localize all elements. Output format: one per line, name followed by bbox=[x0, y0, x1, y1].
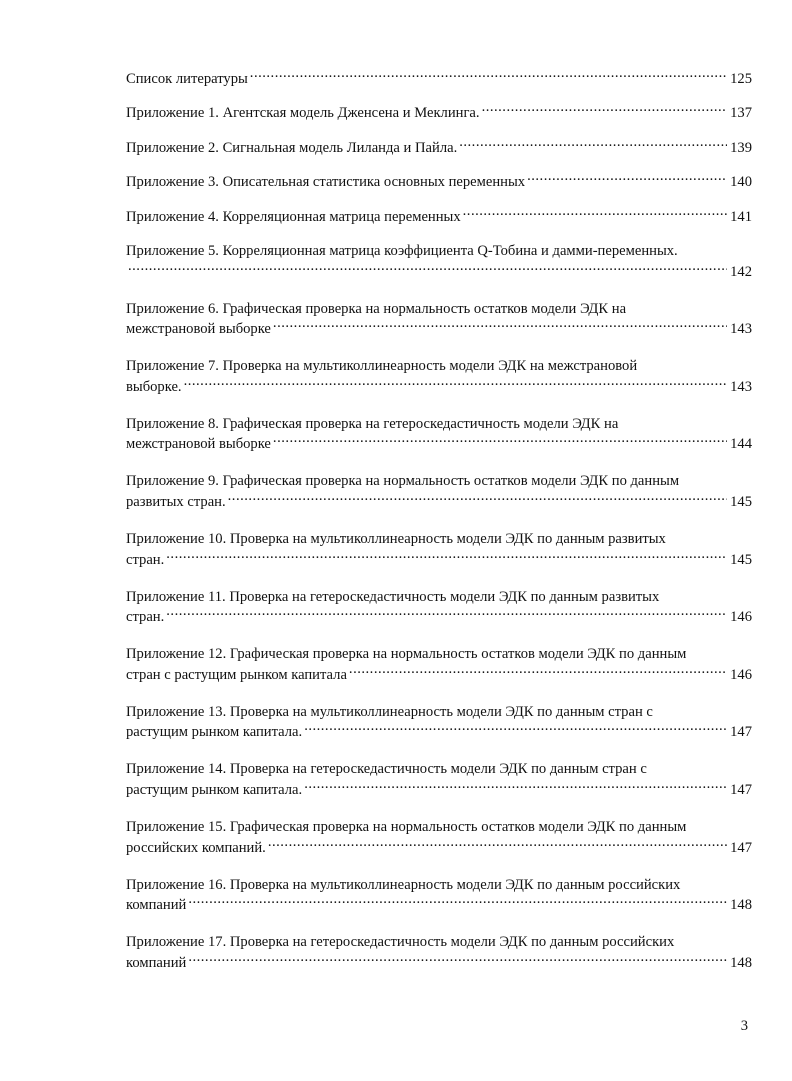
toc-entry-page-number: 148 bbox=[730, 954, 752, 971]
toc-entry-title-line: Приложение 3. Описательная статистика основных переменных bbox=[126, 174, 526, 191]
toc-entry-title-line: Приложение 4. Корреляционная матрица переменных bbox=[126, 208, 461, 225]
toc-entry-leader-line bbox=[126, 261, 752, 282]
toc-entry-page-number: 142 bbox=[730, 263, 752, 280]
toc-entry-title-line: Приложение 17. Проверка на гетероскедастичность модели ЭДК по данным российских bbox=[126, 934, 675, 951]
toc-entry-title-line: российских компаний. bbox=[126, 839, 266, 856]
toc-entry-title-line: Приложение 10. Проверка на мультиколлинеарность модели ЭДК по данным развитых bbox=[126, 530, 666, 547]
dot-leader bbox=[188, 952, 727, 967]
toc-entry-title-line: Приложение 9. Графическая проверка на нормальность остатков модели ЭДК по данным bbox=[126, 473, 680, 490]
toc-entry[interactable] bbox=[126, 68, 752, 89]
page-number: 3 bbox=[740, 1018, 748, 1034]
toc-entry[interactable] bbox=[126, 356, 752, 397]
toc-entry-leader-line bbox=[126, 137, 752, 158]
toc-entry-leader-line bbox=[126, 952, 752, 973]
toc-entry-title-line: растущим рынком капитала. bbox=[126, 781, 303, 798]
toc-entry-title-line: стран. bbox=[126, 551, 165, 568]
toc-entry-title-line: Приложение 6. Графическая проверка на нормальность остатков модели ЭДК на bbox=[126, 300, 627, 317]
toc-entry-page-number: 145 bbox=[730, 551, 752, 568]
toc-entry[interactable] bbox=[126, 587, 752, 628]
toc-entry-title-line: стран с растущим рынком капитала bbox=[126, 666, 347, 683]
dot-leader bbox=[184, 376, 728, 391]
dot-leader bbox=[250, 68, 727, 83]
toc-entry[interactable] bbox=[126, 817, 752, 858]
toc-entry-page-number: 147 bbox=[730, 781, 752, 798]
toc-entry-title-line: стран. bbox=[126, 609, 165, 626]
dot-leader bbox=[349, 664, 727, 679]
toc-entry-page-number: 137 bbox=[730, 105, 752, 122]
toc-entry-leader-line bbox=[126, 895, 752, 916]
toc-entry-title-line: Приложение 7. Проверка на мультиколлинеарность модели ЭДК на межстрановой bbox=[126, 358, 638, 375]
toc-entry[interactable] bbox=[126, 702, 752, 743]
toc-entry-leader-line bbox=[126, 376, 752, 397]
table-of-contents bbox=[126, 68, 752, 990]
toc-entry[interactable] bbox=[126, 206, 752, 227]
toc-entry-title-line: межстрановой выборке bbox=[126, 436, 271, 453]
toc-entry-leader-line bbox=[126, 722, 752, 743]
toc-entry-title-line: Приложение 5. Корреляционная матрица коэффициента Q-Тобина и дамми-переменных. bbox=[126, 242, 678, 259]
dot-leader bbox=[273, 319, 727, 334]
toc-entry[interactable] bbox=[126, 932, 752, 973]
toc-entry-page-number: 147 bbox=[730, 839, 752, 856]
toc-entry-title-line: развитых стран. bbox=[126, 493, 226, 510]
toc-entry-title-line: Приложение 16. Проверка на мультиколлинеарность модели ЭДК по данным российских bbox=[126, 876, 681, 893]
toc-entry-leader-line bbox=[126, 103, 752, 124]
dot-leader bbox=[459, 137, 727, 152]
toc-entry-leader-line bbox=[126, 607, 752, 628]
toc-entry-leader-line bbox=[126, 549, 752, 570]
toc-entry-page-number: 144 bbox=[730, 436, 752, 453]
toc-entry-leader-line bbox=[126, 664, 752, 685]
toc-entry-leader-line bbox=[126, 68, 752, 89]
toc-entry-page-number: 146 bbox=[730, 609, 752, 626]
toc-entry[interactable] bbox=[126, 414, 752, 455]
toc-entry-page-number: 148 bbox=[730, 897, 752, 914]
toc-entry[interactable] bbox=[126, 759, 752, 800]
toc-entry-title-line: Приложение 13. Проверка на мультиколлинеарность модели ЭДК по данным стран с bbox=[126, 703, 653, 720]
toc-entry-leader-line bbox=[126, 206, 752, 227]
toc-entry-page-number: 140 bbox=[730, 174, 752, 191]
toc-entry[interactable] bbox=[126, 529, 752, 570]
dot-leader bbox=[166, 607, 727, 622]
dot-leader bbox=[482, 103, 728, 118]
toc-entry[interactable] bbox=[126, 172, 752, 193]
toc-entry-title-line: Приложение 15. Графическая проверка на нормальность остатков модели ЭДК по данным bbox=[126, 818, 687, 835]
dot-leader bbox=[268, 837, 727, 852]
dot-leader bbox=[273, 434, 727, 449]
toc-entry-title-line: межстрановой выборке bbox=[126, 321, 271, 338]
toc-entry-page-number: 139 bbox=[730, 139, 752, 156]
toc-entry[interactable] bbox=[126, 137, 752, 158]
toc-entry[interactable] bbox=[126, 644, 752, 685]
toc-entry-title-line: Список литературы bbox=[126, 70, 248, 87]
toc-entry[interactable] bbox=[126, 299, 752, 340]
toc-entry-title-line: Приложение 8. Графическая проверка на гетероскедастичность модели ЭДК на bbox=[126, 415, 619, 432]
toc-entry-page-number: 147 bbox=[730, 724, 752, 741]
dot-leader bbox=[527, 172, 727, 187]
toc-entry[interactable] bbox=[126, 471, 752, 512]
toc-entry-leader-line bbox=[126, 779, 752, 800]
toc-entry-title-line: Приложение 14. Проверка на гетероскедастичность модели ЭДК по данным стран с bbox=[126, 761, 647, 778]
toc-entry-title-line: Приложение 11. Проверка на гетероскедастичность модели ЭДК по данным развитых bbox=[126, 588, 660, 605]
toc-entry-leader-line bbox=[126, 319, 752, 340]
toc-entry-title-line: Приложение 2. Сигнальная модель Лиланда и Пайла. bbox=[126, 139, 458, 156]
toc-entry-page-number: 141 bbox=[730, 208, 752, 225]
toc-entry-leader-line bbox=[126, 172, 752, 193]
toc-entry-page-number: 125 bbox=[730, 70, 752, 87]
toc-entry-leader-line bbox=[126, 491, 752, 512]
toc-entry-page-number: 143 bbox=[730, 378, 752, 395]
dot-leader bbox=[304, 779, 727, 794]
toc-entry-leader-line bbox=[126, 434, 752, 455]
toc-entry-title-line: компаний bbox=[126, 954, 187, 971]
toc-entry-leader-line bbox=[126, 837, 752, 858]
toc-entry-page-number: 145 bbox=[730, 493, 752, 510]
toc-entry[interactable] bbox=[126, 875, 752, 916]
toc-entry-title-line: Приложение 1. Агентская модель Дженсена и Меклинга. bbox=[126, 105, 480, 122]
toc-entry-title-line: Приложение 12. Графическая проверка на нормальность остатков модели ЭДК по данным bbox=[126, 646, 687, 663]
toc-entry-title-line: компаний bbox=[126, 897, 187, 914]
dot-leader bbox=[304, 722, 727, 737]
toc-entry-title-line: растущим рынком капитала. bbox=[126, 724, 303, 741]
toc-entry[interactable] bbox=[126, 241, 752, 282]
dot-leader bbox=[228, 491, 727, 506]
dot-leader bbox=[188, 895, 727, 910]
dot-leader bbox=[166, 549, 727, 564]
dot-leader bbox=[463, 206, 727, 221]
toc-entry-page-number: 146 bbox=[730, 666, 752, 683]
dot-leader bbox=[128, 261, 727, 276]
toc-entry-title-line: выборке. bbox=[126, 378, 182, 395]
toc-entry-page-number: 143 bbox=[730, 321, 752, 338]
toc-entry[interactable] bbox=[126, 103, 752, 124]
